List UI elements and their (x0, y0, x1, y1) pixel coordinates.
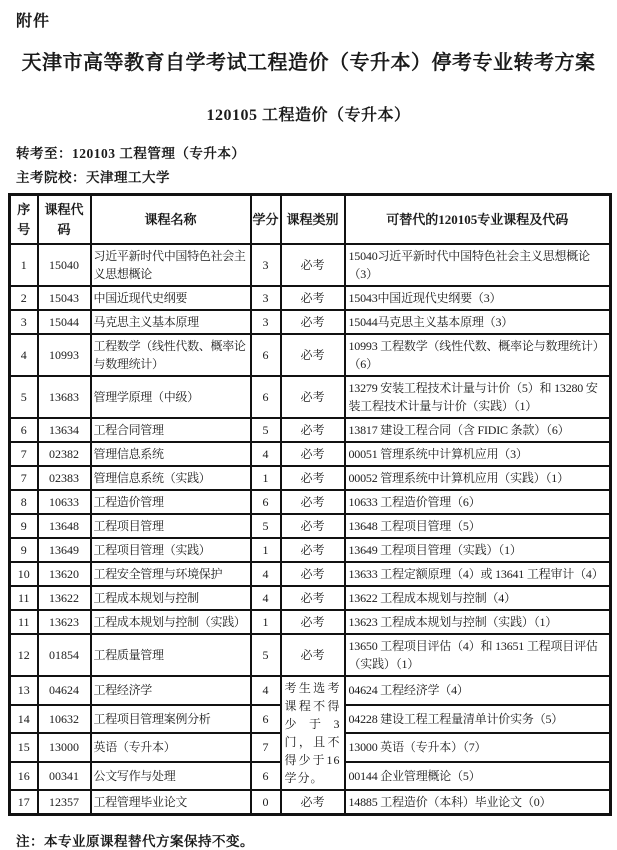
cell-replacement: 15044马克思主义基本原理（3） (345, 310, 611, 334)
cell-code: 12357 (38, 790, 91, 815)
cell-code: 10632 (38, 705, 91, 734)
cell-code: 13683 (38, 376, 91, 418)
cell-category: 必考 (281, 586, 345, 610)
cell-name: 工程安全管理与环境保护 (91, 562, 251, 586)
table-row (10, 514, 611, 538)
cell-credits: 3 (251, 286, 281, 310)
table-row (10, 442, 611, 466)
col-header-category: 课程类别 (281, 195, 345, 245)
cell-category: 必考 (281, 334, 345, 376)
cell-credits: 4 (251, 562, 281, 586)
cell-credits: 1 (251, 610, 281, 634)
cell-category-merged: 考生选考课程不得少于3门，且不得少于16学分。 (281, 676, 345, 790)
cell-name: 管理学原理（中级） (91, 376, 251, 418)
cell-credits: 6 (251, 334, 281, 376)
table-row (10, 610, 611, 634)
page-subtitle: 120105 工程造价（专升本） (206, 107, 411, 124)
cell-code: 13620 (38, 562, 91, 586)
cell-credits: 3 (251, 310, 281, 334)
cell-category: 必考 (281, 538, 345, 562)
cell-replacement: 00052 管理系统中计算机应用（实践）（1） (345, 466, 611, 490)
cell-code: 02382 (38, 442, 91, 466)
cell-no: 1 (10, 244, 38, 286)
cell-credits: 3 (251, 244, 281, 286)
cell-name: 工程项目管理案例分析 (91, 705, 251, 734)
cell-no: 9 (10, 514, 38, 538)
cell-credits: 1 (251, 466, 281, 490)
cell-credits: 4 (251, 676, 281, 705)
cell-no: 15 (10, 733, 38, 762)
table-row (10, 286, 611, 310)
cell-replacement: 13817 建设工程合同（含 FIDIC 条款）（6） (345, 418, 611, 442)
cell-category: 必考 (281, 634, 345, 676)
footnote: 注：本专业原课程替代方案保持不变。 (16, 834, 254, 849)
cell-category: 必考 (281, 610, 345, 634)
cell-no: 7 (10, 442, 38, 466)
col-header-name: 课程名称 (91, 195, 251, 245)
cell-code: 13622 (38, 586, 91, 610)
table-row (10, 562, 611, 586)
cell-name: 工程项目管理（实践） (91, 538, 251, 562)
cell-code: 10633 (38, 490, 91, 514)
cell-credits: 4 (251, 442, 281, 466)
cell-no: 11 (10, 586, 38, 610)
cell-credits: 0 (251, 790, 281, 815)
cell-no: 11 (10, 610, 38, 634)
cell-name: 马克思主义基本原理 (91, 310, 251, 334)
cell-category: 必考 (281, 562, 345, 586)
cell-replacement: 04228 建设工程工程量清单计价实务（5） (345, 705, 611, 734)
document-page (0, 8, 617, 849)
cell-no: 17 (10, 790, 38, 815)
cell-no: 6 (10, 418, 38, 442)
cell-replacement: 10633 工程造价管理（6） (345, 490, 611, 514)
cell-category: 必考 (281, 442, 345, 466)
cell-name: 习近平新时代中国特色社会主义思想概论 (91, 244, 251, 286)
table-row (10, 586, 611, 610)
cell-code: 13000 (38, 733, 91, 762)
cell-replacement: 04624 工程经济学（4） (345, 676, 611, 705)
course-table-body (10, 244, 611, 815)
table-row (10, 334, 611, 376)
cell-no: 12 (10, 634, 38, 676)
cell-no: 4 (10, 334, 38, 376)
cell-name: 工程成本规划与控制（实践） (91, 610, 251, 634)
cell-code: 13634 (38, 418, 91, 442)
cell-replacement: 13633 工程定额原理（4）或 13641 工程审计（4） (345, 562, 611, 586)
table-row (10, 376, 611, 418)
cell-code: 15044 (38, 310, 91, 334)
cell-name: 工程质量管理 (91, 634, 251, 676)
cell-name: 管理信息系统（实践） (91, 466, 251, 490)
table-row (10, 790, 611, 815)
attachment-label: 附件 (16, 13, 51, 30)
cell-no: 14 (10, 705, 38, 734)
cell-name: 工程数学（线性代数、概率论与数理统计） (91, 334, 251, 376)
cell-replacement: 10993 工程数学（线性代数、概率论与数理统计）（6） (345, 334, 611, 376)
cell-name: 管理信息系统 (91, 442, 251, 466)
cell-code: 01854 (38, 634, 91, 676)
cell-credits: 6 (251, 376, 281, 418)
cell-no: 8 (10, 490, 38, 514)
cell-category: 必考 (281, 490, 345, 514)
cell-category: 必考 (281, 244, 345, 286)
host-school-line: 主考院校：天津理工大学 (16, 170, 170, 185)
cell-no: 9 (10, 538, 38, 562)
cell-code: 15043 (38, 286, 91, 310)
table-header-row (10, 195, 611, 245)
cell-replacement: 13622 工程成本规划与控制（4） (345, 586, 611, 610)
cell-replacement: 15040习近平新时代中国特色社会主义思想概论（3） (345, 244, 611, 286)
cell-credits: 4 (251, 586, 281, 610)
cell-name: 工程项目管理 (91, 514, 251, 538)
cell-category: 必考 (281, 790, 345, 815)
table-row (10, 490, 611, 514)
cell-name: 公文写作与处理 (91, 762, 251, 791)
cell-category: 必考 (281, 418, 345, 442)
cell-no: 13 (10, 676, 38, 705)
cell-replacement: 13279 安装工程技术计量与计价（5）和 13280 安装工程技术计量与计价（实践）（1） (345, 376, 611, 418)
cell-code: 10993 (38, 334, 91, 376)
cell-no: 10 (10, 562, 38, 586)
cell-credits: 7 (251, 733, 281, 762)
cell-code: 13649 (38, 538, 91, 562)
table-row (10, 676, 611, 705)
cell-category: 必考 (281, 466, 345, 490)
col-header-no: 序号 (10, 195, 38, 245)
cell-credits: 6 (251, 490, 281, 514)
cell-credits: 5 (251, 514, 281, 538)
table-row (10, 634, 611, 676)
cell-code: 02383 (38, 466, 91, 490)
cell-code: 13623 (38, 610, 91, 634)
cell-name: 工程合同管理 (91, 418, 251, 442)
cell-no: 5 (10, 376, 38, 418)
cell-name: 工程经济学 (91, 676, 251, 705)
cell-name: 英语（专升本） (91, 733, 251, 762)
cell-credits: 6 (251, 705, 281, 734)
table-row (10, 538, 611, 562)
table-row (10, 466, 611, 490)
cell-replacement: 13650 工程项目评估（4）和 13651 工程项目评估（实践）（1） (345, 634, 611, 676)
course-table (8, 193, 612, 816)
cell-credits: 5 (251, 418, 281, 442)
cell-replacement: 13623 工程成本规划与控制（实践）（1） (345, 610, 611, 634)
cell-no: 7 (10, 466, 38, 490)
cell-name: 中国近现代史纲要 (91, 286, 251, 310)
cell-replacement: 13649 工程项目管理（实践）（1） (345, 538, 611, 562)
cell-no: 3 (10, 310, 38, 334)
cell-replacement: 13648 工程项目管理（5） (345, 514, 611, 538)
col-header-replacement: 可替代的120105专业课程及代码 (345, 195, 611, 245)
cell-category: 必考 (281, 514, 345, 538)
table-row (10, 418, 611, 442)
cell-name: 工程造价管理 (91, 490, 251, 514)
cell-credits: 6 (251, 762, 281, 791)
page-title: 天津市高等教育自学考试工程造价（专升本）停考专业转考方案 (21, 52, 596, 74)
cell-replacement: 14885 工程造价（本科）毕业论文（0） (345, 790, 611, 815)
cell-name: 工程成本规划与控制 (91, 586, 251, 610)
cell-replacement: 00051 管理系统中计算机应用（3） (345, 442, 611, 466)
table-row (10, 244, 611, 286)
cell-replacement: 15043中国近现代史纲要（3） (345, 286, 611, 310)
cell-credits: 1 (251, 538, 281, 562)
col-header-credits: 学分 (251, 195, 281, 245)
cell-name: 工程管理毕业论文 (91, 790, 251, 815)
cell-no: 2 (10, 286, 38, 310)
cell-no: 16 (10, 762, 38, 791)
cell-code: 15040 (38, 244, 91, 286)
cell-category: 必考 (281, 286, 345, 310)
col-header-code: 课程代码 (38, 195, 91, 245)
cell-replacement: 00144 企业管理概论（5） (345, 762, 611, 791)
transfer-to-line: 转考至：120103 工程管理（专升本） (16, 146, 246, 161)
cell-credits: 5 (251, 634, 281, 676)
cell-replacement: 13000 英语（专升本）（7） (345, 733, 611, 762)
cell-category: 必考 (281, 310, 345, 334)
cell-code: 13648 (38, 514, 91, 538)
cell-code: 00341 (38, 762, 91, 791)
table-row (10, 310, 611, 334)
cell-category: 必考 (281, 376, 345, 418)
cell-code: 04624 (38, 676, 91, 705)
